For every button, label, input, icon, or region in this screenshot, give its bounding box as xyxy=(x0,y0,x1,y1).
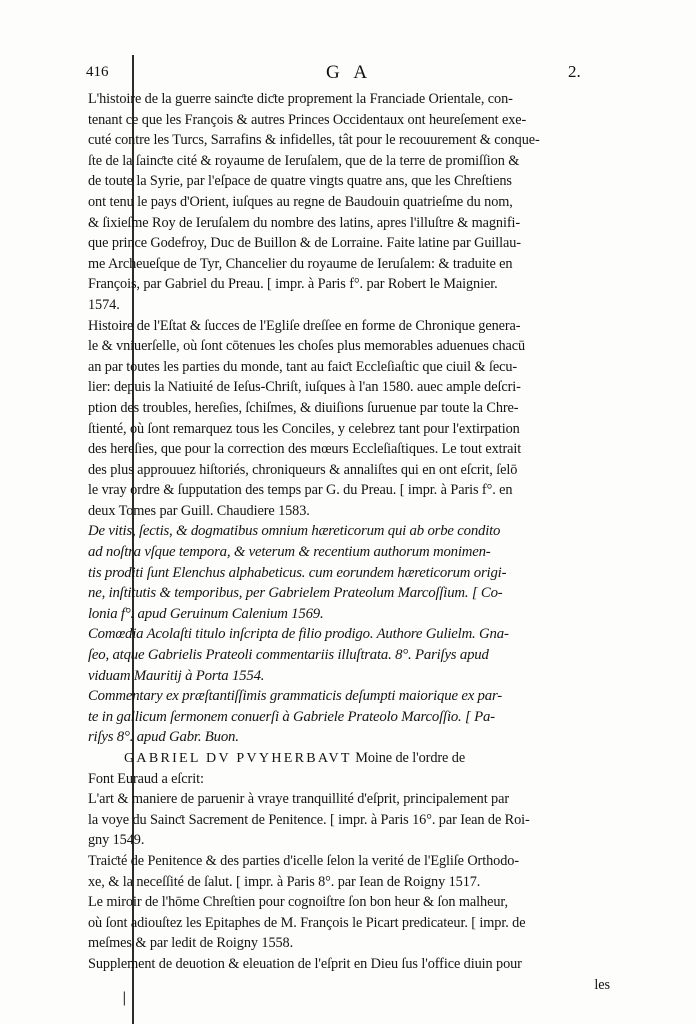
text-line: & ſixieſme Roy de Ieruſalem du nombre des latins, apres l'illuſtre & magnifi- xyxy=(88,214,521,231)
text-line: ſeo, atque Gabrielis Prateoli commentariis illuſtrata. 8°. Pariſys apud xyxy=(88,647,489,664)
text-line: an par toutes les parties du monde, tant au faiƈt Eccleſiaſtic que ciuil & ſecu- xyxy=(88,358,518,375)
text-line: ſte de la ſainƈte cité & royaume de Ieruſalem, que de la terre de promiſſion & xyxy=(88,152,520,169)
text-line: ad noſtra vſque tempora, & veterum & recentium authorum monimen- xyxy=(88,544,491,561)
text-line: riſys 8°. apud Gabr. Buon. xyxy=(88,729,239,746)
text-line: ont tenu le pays d'Orient, iuſques au regne de Baudouin quatrieſme du nom, xyxy=(88,193,513,210)
bibliography-text xyxy=(88,89,610,995)
text-line: que prince Godefroy, Duc de Buillon & de Lorraine. Faite latine par Guillau- xyxy=(88,235,521,252)
bibliography-entry xyxy=(88,521,610,624)
bibliography-entry xyxy=(88,892,610,954)
text-line: gny 1549. xyxy=(88,832,145,849)
text-line: Commentary ex præſtantiſſimis grammaticis deſumpti maiorique ex par- xyxy=(88,688,502,705)
text-line: Traiƈté de Penitence & des parties d'icelle ſelon la verité de l'Egliſe Orthodo- xyxy=(88,852,519,869)
margin-fragment: | xyxy=(122,990,127,1006)
page-number: 416 xyxy=(86,64,109,80)
text-line: ne, inſtitutis & temporibus, per Gabrielem Prateolum Marcoſſium. [ Co- xyxy=(88,585,503,602)
text-line: viduam Mauritij à Porta 1554. xyxy=(88,667,265,684)
text-line: me Archeueſque de Tyr, Chancelier du royaume de Ieruſalem: & traduite en xyxy=(88,255,513,272)
author-description: Moine de l'ordre de xyxy=(351,750,466,766)
text-line: meſmes & par ledit de Roigny 1558. xyxy=(88,935,294,952)
text-line: ption des troubles, hereſies, ſchiſmes, & diuiſions ſuruenue par toute la Chre- xyxy=(88,399,519,416)
text-line: Le miroir de l'hōme Chreſtien pour cognoiſtre ſon bon heur & ſon malheur, xyxy=(88,894,508,911)
text-line: des hereſies, que pour la correction des mœurs Eccleſiaſtiques. Le tout extrait xyxy=(88,441,522,458)
text-line: 1574. xyxy=(88,296,120,313)
text-line: Comœdia Acolaſti titulo inſcripta de filio prodigo. Authore Gulielm. Gna- xyxy=(88,626,509,643)
running-head: G A xyxy=(326,62,373,83)
text-line: lier: depuis la Natiuité de Ieſus-Chriſt, iuſques à l'an 1580. auec ample deſcri- xyxy=(88,379,521,396)
author-name: GABRIEL DV PVYHERBAVT xyxy=(124,751,352,766)
text-line: lonia f°. apud Geruinum Calenium 1569. xyxy=(88,605,324,622)
text-line: François, par Gabriel du Preau. [ impr. à Paris f°. par Robert le Maignier. xyxy=(88,276,498,293)
page-header xyxy=(80,62,620,86)
bibliography-entry xyxy=(88,954,610,995)
bibliography-entry xyxy=(88,316,610,522)
text-line: le vray ordre & ſupputation des temps par G. du Preau. [ impr. à Paris f°. en xyxy=(88,482,513,499)
text-line: tis proditi ſunt Elenchus alphabeticus. cum eorundem hæreticorum origi- xyxy=(88,564,507,581)
text-line: te in gallicum ſermonem conuerſi à Gabriele Prateolo Marcoſſio. [ Pa- xyxy=(88,708,495,725)
header-catchmark: 2. xyxy=(568,62,581,81)
text-line: xe, & la neceſſité de ſalut. [ impr. à Paris 8°. par Iean de Roigny 1517. xyxy=(88,873,481,890)
author-line xyxy=(88,748,610,769)
text-line: où ſont adiouſtez les Epitaphes de M. François le Picart predicateur. [ impr. de xyxy=(88,914,526,931)
bibliography-entry xyxy=(88,789,610,851)
text-line: cuté contre les Turcs, Sarrafins & infidelles, tât pour le recouurement & conque- xyxy=(88,132,540,149)
catchword: les xyxy=(594,976,610,993)
bibliography-entry xyxy=(88,686,610,748)
text-line: Supplement de deuotion & eleuation de l'eſprit en Dieu ſus l'office diuin pour xyxy=(88,955,522,972)
text-line: Font Euraud a eſcrit: xyxy=(88,770,204,787)
author-heading xyxy=(88,748,610,789)
text-line: de toute la Syrie, par l'eſpace de quatre vingts quatre ans, que les Chreſtiens xyxy=(88,173,512,190)
bibliography-entry xyxy=(88,851,610,892)
text-line: la voye du Sainƈt Sacrement de Penitence. [ impr. à Paris 16°. par Iean de Roi- xyxy=(88,811,530,828)
text-line: L'histoire de la guerre sainƈte diƈte proprement la Franciade Orientale, con- xyxy=(88,91,513,107)
text-line: Histoire de l'Eſtat & ſucces de l'Egliſe dreſſee en forme de Chronique genera- xyxy=(88,317,521,334)
text-line: tenant ce que les François & autres Princes Occidentaux ont heureſement exe- xyxy=(88,111,527,128)
bibliography-entry xyxy=(88,89,610,316)
bibliography-entry xyxy=(88,624,610,686)
text-line: deux Tomes par Guill. Chaudiere 1583. xyxy=(88,502,310,519)
text-line: L'art & maniere de paruenir à vraye tranquillité d'eſprit, principalement par xyxy=(88,791,510,808)
text-line: ſtienté, où ſont remarquez tous les Conciles, y celebrez tant pour l'extirpation xyxy=(88,420,520,437)
text-line: des plus approuuez hiſtoriés, chroniqueurs & annaliſtes qui en ont eſcrit, ſelō xyxy=(88,461,518,478)
text-line: De vitis, ſectis, & dogmatibus omnium hæreticorum qui ab orbe condito xyxy=(88,523,501,540)
text-line: le & vniuerſelle, où ſont cōtenues les choſes plus memorables aduenues chacū xyxy=(88,338,526,355)
